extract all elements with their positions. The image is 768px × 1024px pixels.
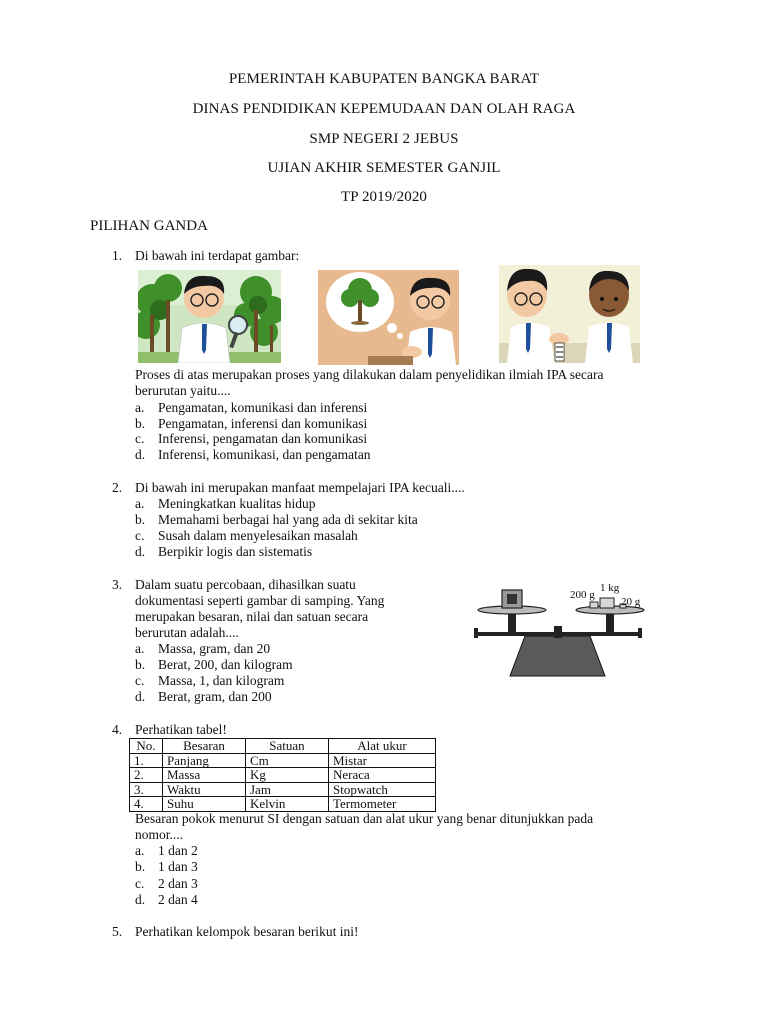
q1-option-a-letter: a. <box>135 400 145 415</box>
q4-option-c-letter: c. <box>135 876 145 891</box>
table-cell: Kg <box>246 768 329 783</box>
q3-option-d-text: Berat, gram, dan 200 <box>158 689 272 704</box>
q3-option-c-letter: c. <box>135 673 145 688</box>
q2-option-a-letter: a. <box>135 496 145 511</box>
weight-label-20g: 20 g <box>621 596 641 608</box>
table-row <box>130 797 436 812</box>
header-line-2: DINAS PENDIDIKAN KEPEMUDAAN DAN OLAH RAGA <box>192 101 576 117</box>
section-title: PILIHAN GANDA <box>90 218 208 234</box>
q4-option-d-text: 2 dan 4 <box>158 892 198 907</box>
q2-option-c-letter: c. <box>135 528 145 543</box>
q2-option-d-text: Berpikir logis dan sistematis <box>158 544 313 559</box>
question-3-line-1: Dalam suatu percobaan, dihasilkan suatu <box>135 577 356 592</box>
question-4-after-line-1: Besaran pokok menurut SI dengan satuan dan alat ukur yang benar ditunjukkan pada <box>135 811 594 826</box>
q4-option-d-letter: d. <box>135 892 146 907</box>
question-3-line-4: berurutan adalah.... <box>135 625 239 640</box>
q3-option-a-text: Massa, gram, dan 20 <box>158 641 271 656</box>
header-line-5: TP 2019/2020 <box>340 189 428 205</box>
table-cell: 2. <box>130 768 163 783</box>
q2-option-a-text: Meningkatkan kualitas hidup <box>158 496 316 511</box>
q2-option-b-text: Memahami berbagai hal yang ada di sekitar kita <box>158 512 418 527</box>
q3-option-d-letter: d. <box>135 689 146 704</box>
table-header-cell: Satuan <box>246 739 329 754</box>
q3-option-a-letter: a. <box>135 641 145 656</box>
header-line-1: PEMERINTAH KABUPATEN BANGKA BARAT <box>228 71 540 87</box>
table-row <box>130 753 436 768</box>
q4-option-a-text: 1 dan 2 <box>158 843 198 858</box>
q4-option-c-text: 2 dan 3 <box>158 876 198 891</box>
table-cell: Waktu <box>163 782 246 797</box>
q3-option-b-letter: b. <box>135 657 146 672</box>
q1-option-b-letter: b. <box>135 416 146 431</box>
question-1-text: Di bawah ini terdapat gambar: <box>135 248 300 263</box>
q1-option-c-letter: c. <box>135 431 145 446</box>
q1-option-b-text: Pengamatan, inferensi dan komunikasi <box>158 416 368 431</box>
weight-label-200g: 200 g <box>570 589 595 601</box>
table-cell: Mistar <box>329 753 436 768</box>
question-5-text: Perhatikan kelompok besaran berikut ini! <box>135 924 359 939</box>
q1-option-d-text: Inferensi, komunikasi, dan pengamatan <box>158 447 371 462</box>
question-3-line-3: merupakan besaran, nilai dan satuan secara <box>135 609 369 624</box>
forest-observation-image <box>138 270 281 363</box>
q1-option-a-text: Pengamatan, komunikasi dan inferensi <box>158 400 368 415</box>
question-1-after-line-1: Proses di atas merupakan proses yang dilakukan dalam penyelidikan ilmiah IPA secara <box>135 367 604 382</box>
q1-option-d-letter: d. <box>135 447 146 462</box>
table-cell: Massa <box>163 768 246 783</box>
header-line-4: UJIAN AKHIR SEMESTER GANJIL <box>267 160 501 176</box>
table-cell: Suhu <box>163 797 246 812</box>
table-row <box>130 782 436 797</box>
students-communicating-image <box>499 265 640 363</box>
table-header-row <box>130 739 436 754</box>
table-row <box>130 768 436 783</box>
weight-label-1kg: 1 kg <box>600 582 620 594</box>
question-2-number: 2. <box>112 480 123 495</box>
table-cell: Termometer <box>329 797 436 812</box>
q4-option-b-letter: b. <box>135 859 146 874</box>
measurement-table <box>129 738 436 812</box>
table-cell: Panjang <box>163 753 246 768</box>
table-header-cell: Besaran <box>163 739 246 754</box>
q3-option-c-text: Massa, 1, dan kilogram <box>158 673 285 688</box>
q2-option-b-letter: b. <box>135 512 146 527</box>
q3-option-b-text: Berat, 200, dan kilogram <box>158 657 293 672</box>
question-5-number: 5. <box>112 924 123 939</box>
thinking-tree-image <box>318 270 459 365</box>
q4-option-b-text: 1 dan 3 <box>158 859 198 874</box>
question-3-line-2: dokumentasi seperti gambar di samping. Yang <box>135 593 385 608</box>
q2-option-c-text: Susah dalam menyelesaikan masalah <box>158 528 358 543</box>
question-4-text: Perhatikan tabel! <box>135 722 227 737</box>
table-header-cell: Alat ukur <box>329 739 436 754</box>
question-1-after-line-2: berurutan yaitu.... <box>135 383 231 398</box>
table-cell: Stopwatch <box>329 782 436 797</box>
table-header-cell: No. <box>130 739 163 754</box>
question-4-number: 4. <box>112 722 123 737</box>
question-4-after-line-2: nomor.... <box>135 827 184 842</box>
table-cell: 3. <box>130 782 163 797</box>
table-cell: Kelvin <box>246 797 329 812</box>
table-cell: Cm <box>246 753 329 768</box>
table-cell: 1. <box>130 753 163 768</box>
table-cell: Neraca <box>329 768 436 783</box>
header-line-3: SMP NEGERI 2 JEBUS <box>309 131 459 147</box>
question-3-number: 3. <box>112 577 123 592</box>
question-2-text: Di bawah ini merupakan manfaat mempelajari IPA kecuali.... <box>135 480 465 495</box>
q1-option-c-text: Inferensi, pengamatan dan komunikasi <box>158 431 368 446</box>
question-1-number: 1. <box>112 248 123 263</box>
table-cell: Jam <box>246 782 329 797</box>
table-cell: 4. <box>130 797 163 812</box>
q4-option-a-letter: a. <box>135 843 145 858</box>
q2-option-d-letter: d. <box>135 544 146 559</box>
balance-scale-image <box>470 578 650 678</box>
